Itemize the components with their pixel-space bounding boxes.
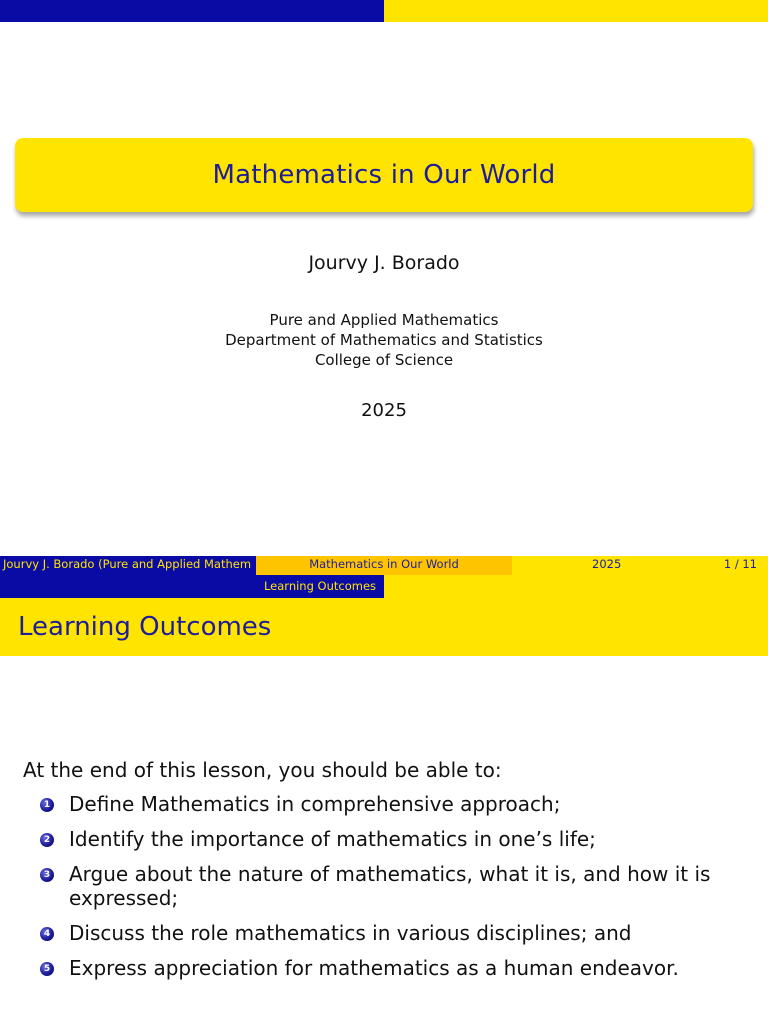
number-ball-icon: 1 <box>40 798 54 812</box>
list-item <box>40 862 740 910</box>
number-ball-icon: 4 <box>40 927 54 941</box>
affiliation-line-college: College of Science <box>314 351 454 369</box>
affiliation <box>0 310 768 370</box>
frame-title: Learning Outcomes <box>18 612 272 642</box>
number-ball-icon: 2 <box>40 833 54 847</box>
footer-title: Mathematics in Our World <box>309 557 459 571</box>
presentation-date: 2025 <box>361 400 407 421</box>
list-item <box>40 956 740 980</box>
outcome-text: Identify the importance of mathematics in one’s life; <box>69 827 596 851</box>
footer-info-section <box>512 556 768 575</box>
outcomes-list <box>40 792 740 991</box>
navigation-band-right <box>384 575 768 598</box>
list-item <box>40 827 740 851</box>
footer-author: Jourvy J. Borado (Pure and Applied Mathem <box>3 557 252 571</box>
nav-section-learning-outcomes[interactable]: Learning Outcomes <box>263 579 377 593</box>
list-item <box>40 792 740 816</box>
affiliation-line-department: Department of Mathematics and Statistics <box>225 331 543 349</box>
presentation-title: Mathematics in Our World <box>212 160 556 190</box>
outcome-text: Define Mathematics in comprehensive approach; <box>69 792 561 816</box>
outcome-text: Express appreciation for mathematics as a human endeavor. <box>69 956 679 980</box>
number-ball-icon: 3 <box>40 868 54 882</box>
list-item <box>40 921 740 945</box>
number-ball-icon: 5 <box>40 962 54 976</box>
navigation-band <box>0 575 384 598</box>
outcome-text: Discuss the role mathematics in various disciplines; and <box>69 921 632 945</box>
footer-page-number: 1 / 11 <box>723 557 757 571</box>
outcome-text: Argue about the nature of mathematics, what it is, and how it is expressed; <box>69 862 711 910</box>
frame-title-bar <box>0 598 768 656</box>
footer-title-section <box>256 556 512 575</box>
header-band-right <box>384 0 768 22</box>
title-block <box>15 138 753 212</box>
footer-year: 2025 <box>592 557 622 571</box>
header-band-left <box>0 0 384 22</box>
author-name: Jourvy J. Borado <box>308 252 460 274</box>
affiliation-line-program: Pure and Applied Mathematics <box>269 311 499 329</box>
outcomes-intro: At the end of this lesson, you should be able to: <box>23 758 502 782</box>
footer-author-section <box>0 556 256 575</box>
